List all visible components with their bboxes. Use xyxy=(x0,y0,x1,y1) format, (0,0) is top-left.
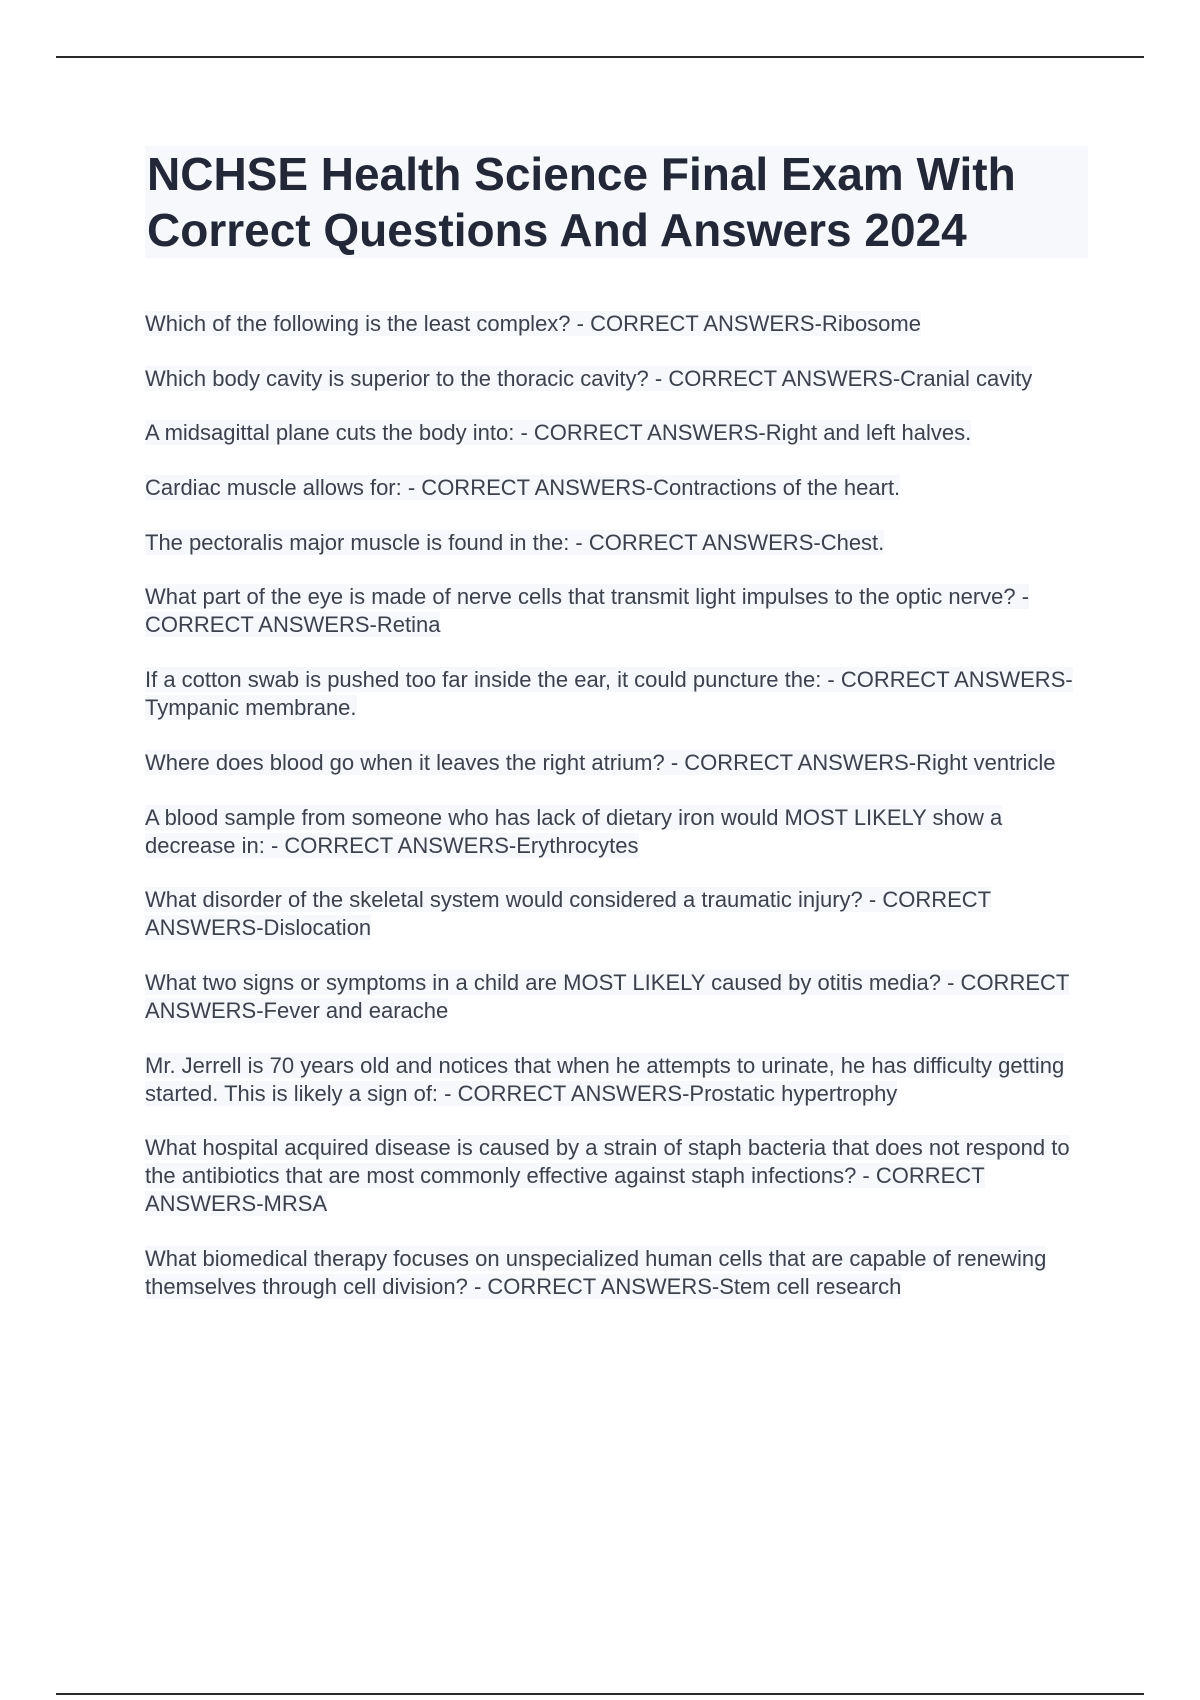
qa-item xyxy=(145,419,1090,447)
bottom-rule xyxy=(56,1693,1144,1695)
qa-item xyxy=(145,1134,1090,1218)
qa-item xyxy=(145,529,1090,557)
qa-text: The pectoralis major muscle is found in the: - CORRECT ANSWERS-Chest. xyxy=(145,529,885,555)
qa-item xyxy=(145,886,1090,942)
qa-text: What biomedical therapy focuses on unspecialized human cells that are capable of renewing themselves through cell division? - CORRECT ANSWERS-Stem cell research xyxy=(145,1245,1047,1299)
qa-item xyxy=(145,1245,1090,1301)
qa-text: What two signs or symptoms in a child are MOST LIKELY caused by otitis media? - CORRECT ANSWERS-Fever and earache xyxy=(145,969,1070,1023)
qa-item xyxy=(145,310,1090,338)
qa-text: Mr. Jerrell is 70 years old and notices that when he attempts to urinate, he has difficulty getting started. This is likely a sign of: - CORRECT ANSWERS-Prostatic hypertrophy xyxy=(145,1052,1065,1106)
qa-text: If a cotton swab is pushed too far inside the ear, it could puncture the: - CORRECT ANSWERS-Tympanic membrane. xyxy=(145,667,1073,721)
qa-text: Cardiac muscle allows for: - CORRECT ANSWERS-Contractions of the heart. xyxy=(145,475,901,501)
qa-text: What disorder of the skeletal system would considered a traumatic injury? - CORRECT ANSWERS-Dislocation xyxy=(145,887,992,941)
qa-item xyxy=(145,666,1090,722)
title-block xyxy=(145,146,1088,258)
qa-item xyxy=(145,804,1090,860)
top-rule xyxy=(56,56,1144,58)
qa-text: A blood sample from someone who has lack of dietary iron would MOST LIKELY show a decrease in: - CORRECT ANSWERS-Erythrocytes xyxy=(145,804,1003,858)
qa-item xyxy=(145,969,1090,1025)
page-title: NCHSE Health Science Final Exam With Correct Questions And Answers 2024 xyxy=(147,148,1016,256)
qa-text: Which of the following is the least complex? - CORRECT ANSWERS-Ribosome xyxy=(145,311,921,336)
qa-text: Which body cavity is superior to the thoracic cavity? - CORRECT ANSWERS-Cranial cavity xyxy=(145,365,1033,391)
qa-item xyxy=(145,1052,1090,1108)
qa-text: What hospital acquired disease is caused by a strain of staph bacteria that does not respond to the antibiotics that are most commonly effective against staph infections? - CORRECT ANSWERS-MRSA xyxy=(145,1135,1070,1217)
qa-list xyxy=(145,310,1090,1328)
qa-item xyxy=(145,474,1090,502)
qa-item xyxy=(145,583,1090,639)
qa-text: A midsagittal plane cuts the body into: - CORRECT ANSWERS-Right and left halves. xyxy=(145,420,972,446)
qa-item xyxy=(145,749,1090,777)
qa-item xyxy=(145,365,1090,393)
qa-text: Where does blood go when it leaves the right atrium? - CORRECT ANSWERS-Right ventricle xyxy=(145,749,1056,775)
qa-text: What part of the eye is made of nerve cells that transmit light impulses to the optic nerve? - CORRECT ANSWERS-Retina xyxy=(145,584,1030,638)
